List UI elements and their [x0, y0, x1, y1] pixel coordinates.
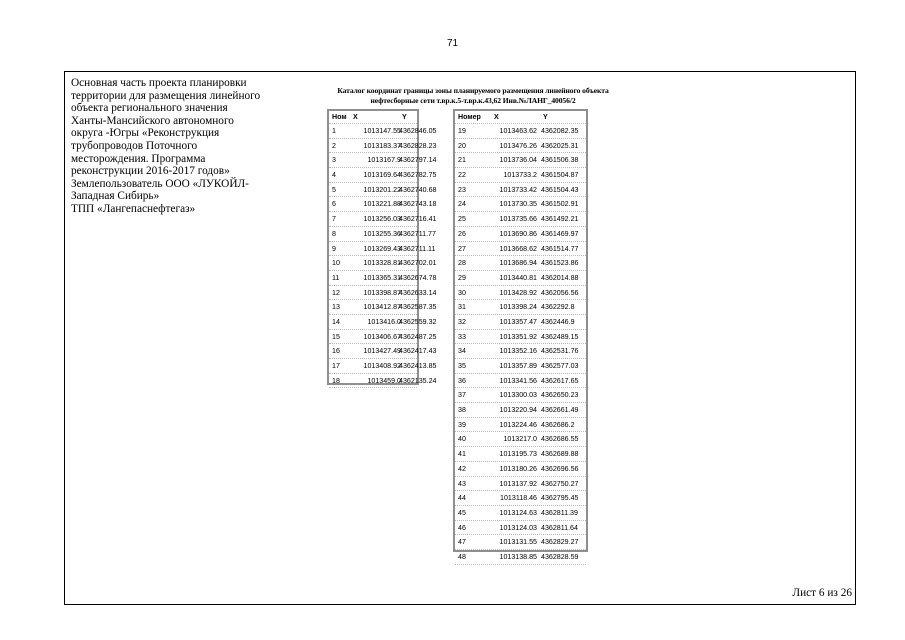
catalog-title-line: нефтесборные сети т.вр.к.5-т.вр.к.43,62 Инв.№ЛАНГ_40056/2 — [370, 95, 576, 105]
table-row — [455, 462, 586, 477]
coord-y: 4362782.75 — [399, 171, 437, 180]
point-number: 10 — [332, 259, 340, 268]
table-row — [455, 491, 586, 506]
coord-x: 1013440.81 — [499, 273, 537, 282]
point-number: 6 — [332, 200, 336, 209]
point-number: 1 — [332, 127, 336, 135]
point-number: 26 — [458, 229, 466, 238]
coord-x: 1013147.55 — [363, 127, 401, 135]
table-row — [455, 403, 586, 418]
point-number: 13 — [332, 303, 340, 312]
coord-x: 1013412.87 — [363, 303, 401, 312]
table-row — [455, 535, 586, 550]
point-number: 15 — [332, 332, 340, 341]
project-description-line: Западная Сибирь» — [71, 190, 160, 203]
coord-x: 1013357.89 — [499, 362, 537, 370]
column-header: X — [494, 113, 499, 121]
coord-y: 4362559.32 — [399, 317, 437, 326]
point-number: 9 — [332, 244, 336, 253]
coord-x: 1013733.42 — [499, 185, 537, 194]
coord-y: 4362587.35 — [399, 303, 437, 312]
point-number: 3 — [332, 156, 336, 165]
coord-y: 4361514.77 — [541, 244, 579, 253]
point-number: 31 — [458, 303, 466, 312]
coord-y: 4362696.56 — [541, 464, 579, 473]
coord-y: 4362617.65 — [541, 376, 579, 385]
coord-x: 1013137.92 — [499, 479, 537, 488]
table-row — [329, 359, 437, 374]
point-number: 28 — [458, 259, 466, 268]
column-header: Y — [543, 113, 548, 121]
table-row — [455, 359, 586, 374]
table-row — [329, 183, 437, 198]
point-number: 44 — [458, 494, 466, 503]
coord-x: 1013351.92 — [499, 332, 537, 341]
point-number: 20 — [458, 141, 466, 150]
project-description — [71, 77, 289, 216]
point-number: 24 — [458, 200, 466, 209]
coord-y: 4362743.18 — [399, 200, 437, 209]
coord-y: 4362750.27 — [541, 479, 579, 488]
table-row — [329, 227, 436, 242]
coord-y: 4362828.59 — [541, 552, 579, 561]
table-row — [455, 153, 586, 168]
coord-x: 1013352.16 — [499, 347, 537, 356]
point-number: 35 — [458, 362, 466, 370]
table-row — [329, 212, 437, 227]
coord-y: 4362811.39 — [541, 508, 578, 517]
coord-x: 1013180.26 — [499, 464, 537, 473]
coord-y: 4362135.24 — [399, 376, 437, 385]
coord-x: 1013686.94 — [499, 259, 537, 268]
table-row — [455, 477, 586, 492]
catalog-title-line: Каталог координат границы зоны планируемого размещения линейного объекта — [337, 86, 609, 95]
coord-y: 4362716.41 — [399, 215, 437, 224]
coord-y: 4362828.23 — [399, 141, 437, 150]
project-description-line: территории для размещения линейного — [71, 89, 261, 102]
point-number: 29 — [458, 273, 466, 282]
table-row — [455, 168, 586, 183]
document-frame — [64, 71, 856, 605]
coord-x: 1013408.92 — [363, 362, 401, 370]
coord-y: 4362689.88 — [541, 450, 579, 459]
table-row — [455, 330, 586, 345]
point-number: 2 — [332, 141, 336, 150]
coord-x: 1013255.36 — [363, 229, 401, 238]
table-row — [455, 521, 586, 536]
project-description-line: Ханты-Мансийского автономного — [71, 114, 234, 127]
coord-y: 4362795.45 — [541, 494, 579, 503]
table-row — [455, 139, 586, 154]
coord-x: 1013167.9 — [367, 156, 401, 165]
coord-x: 1013195.73 — [499, 450, 537, 459]
table-row — [455, 374, 586, 389]
coord-x: 1013300.03 — [499, 391, 537, 400]
coord-x: 1013735.66 — [499, 215, 537, 224]
coord-x: 1013341.56 — [499, 376, 537, 385]
table-row — [329, 256, 437, 271]
table-header-row — [329, 111, 417, 124]
sheet-label: Лист 6 из 26 — [792, 587, 852, 599]
table-row — [455, 418, 586, 433]
table-row — [329, 242, 436, 257]
table-row — [455, 212, 586, 227]
project-description-line: реконструкции 2016-2017 годов» — [71, 165, 230, 178]
coord-y: 4361502.91 — [541, 200, 579, 209]
table-row — [329, 374, 437, 389]
point-number: 41 — [458, 450, 466, 459]
column-header: Номер — [458, 113, 481, 121]
table-row — [329, 315, 437, 330]
point-number: 37 — [458, 391, 466, 400]
point-number: 14 — [332, 317, 340, 326]
coord-x: 1013406.67 — [363, 332, 401, 341]
table-row — [329, 124, 437, 139]
coord-x: 1013138.85 — [499, 552, 537, 561]
table-row — [329, 139, 437, 154]
coord-y: 4362487.25 — [399, 332, 437, 341]
column-header: Ном — [332, 113, 347, 121]
point-number: 23 — [458, 185, 466, 194]
table-row — [329, 286, 437, 301]
point-number: 45 — [458, 508, 466, 517]
point-number: 12 — [332, 288, 340, 297]
table-row — [329, 300, 437, 315]
coord-x: 1013690.86 — [499, 229, 537, 238]
coord-y: 4362577.03 — [541, 362, 579, 370]
coord-y: 4361504.43 — [541, 185, 579, 194]
coord-x: 1013124.63 — [499, 508, 537, 517]
coord-x: 1013169.64 — [363, 171, 401, 180]
table-row — [329, 344, 437, 359]
coord-x: 1013428.92 — [499, 288, 537, 297]
coord-y: 4361506.38 — [541, 156, 579, 165]
point-number: 8 — [332, 229, 336, 238]
point-number: 18 — [332, 376, 340, 385]
coord-y: 4362702.01 — [399, 259, 437, 268]
table-row — [455, 315, 586, 330]
coord-y: 4362025.31 — [541, 141, 579, 150]
coord-x: 1013398.87 — [363, 288, 401, 297]
coord-x: 1013183.37 — [363, 141, 401, 150]
table-row — [455, 300, 586, 315]
table-row — [329, 271, 437, 286]
coord-x: 1013256.03 — [363, 215, 401, 224]
point-number: 42 — [458, 464, 466, 473]
coord-x: 1013328.81 — [363, 259, 401, 268]
coord-x: 1013736.04 — [499, 156, 537, 165]
table-row — [329, 153, 437, 168]
point-number: 5 — [332, 185, 336, 194]
coord-x: 1013730.35 — [499, 200, 537, 209]
point-number: 17 — [332, 362, 340, 370]
table-row — [455, 271, 586, 286]
table-row — [455, 344, 586, 359]
coord-x: 1013220.94 — [499, 406, 537, 415]
coord-x: 1013269.43 — [363, 244, 401, 253]
coord-x: 1013221.88 — [363, 200, 401, 209]
project-description-line: Основная часть проекта планировки — [71, 77, 247, 89]
project-description-line: объекта регионального значения — [71, 102, 228, 115]
table-row — [455, 432, 586, 447]
coord-x: 1013733.2 — [503, 171, 537, 180]
project-description-line: Землепользователь ООО «ЛУКОЙЛ- — [71, 177, 249, 190]
table-row — [455, 388, 586, 403]
table-row — [455, 242, 586, 257]
point-number: 7 — [332, 215, 336, 224]
coord-y: 4361469.97 — [541, 229, 579, 238]
point-number: 16 — [332, 347, 340, 356]
page-number: 71 — [446, 38, 459, 49]
coord-x: 1013357.47 — [499, 317, 537, 326]
coord-y: 4362446.9 — [541, 317, 575, 326]
project-description-line: округа -Югры «Реконструкция — [71, 127, 220, 140]
coord-y: 4362056.56 — [541, 288, 579, 297]
column-header: X — [353, 113, 358, 121]
coord-y: 4362413.85 — [399, 362, 437, 370]
table-row — [455, 286, 586, 301]
coord-x: 1013668.62 — [499, 244, 537, 253]
point-number: 32 — [458, 317, 466, 326]
coord-y: 4361523.86 — [541, 259, 579, 268]
coord-y: 4362846.05 — [399, 127, 437, 135]
point-number: 46 — [458, 523, 466, 532]
point-number: 43 — [458, 479, 466, 488]
table-row — [329, 330, 437, 345]
table-header-row — [455, 111, 586, 124]
coord-x: 1013427.49 — [363, 347, 401, 356]
point-number: 4 — [332, 171, 336, 180]
coordinates-table-2 — [453, 109, 588, 561]
coord-y: 4362674.78 — [399, 273, 437, 282]
project-description-line: месторождения. Программа — [71, 152, 206, 165]
coord-x: 1013463.62 — [499, 127, 537, 135]
coord-y: 4361492.21 — [541, 215, 579, 224]
point-number: 38 — [458, 406, 466, 415]
coord-y: 4362650.23 — [541, 391, 579, 400]
coord-x: 1013416.0 — [367, 317, 401, 326]
point-number: 47 — [458, 538, 466, 547]
coord-y: 4362711.77 — [399, 229, 436, 238]
coord-y: 4362082.35 — [541, 127, 579, 135]
coord-y: 4362531.76 — [541, 347, 579, 356]
table-row — [455, 447, 586, 462]
project-description-line: ТПП «Лангепаснефтегаз» — [71, 202, 196, 215]
coord-x: 1013124.03 — [499, 523, 537, 532]
project-description-line: трубопроводов Поточного — [71, 139, 198, 152]
coord-x: 1013459.0 — [367, 376, 401, 385]
table-row — [455, 227, 586, 242]
point-number: 39 — [458, 420, 466, 429]
coord-y: 4362686.55 — [541, 435, 579, 444]
table-row — [455, 197, 586, 212]
coord-x: 1013131.55 — [499, 538, 537, 547]
table-row — [455, 256, 586, 271]
coord-x: 1013365.31 — [363, 273, 401, 282]
table-row — [455, 183, 586, 198]
coord-x: 1013476.26 — [499, 141, 537, 150]
coord-y: 4362711.11 — [399, 244, 436, 253]
coord-y: 4362661.49 — [541, 406, 579, 415]
coord-x: 1013217.0 — [503, 435, 537, 444]
coord-y: 4362829.27 — [541, 538, 579, 547]
point-number: 21 — [458, 156, 466, 165]
point-number: 48 — [458, 552, 466, 561]
point-number: 11 — [332, 273, 340, 282]
coordinates-table-1 — [327, 109, 437, 385]
catalog-title — [308, 86, 638, 105]
coord-y: 4362014.88 — [541, 273, 579, 282]
coord-y: 4362740.68 — [399, 185, 437, 194]
point-number: 30 — [458, 288, 466, 297]
point-number: 34 — [458, 347, 466, 356]
point-number: 33 — [458, 332, 466, 341]
coord-x: 1013224.46 — [499, 420, 537, 429]
table-row — [329, 197, 437, 212]
point-number: 40 — [458, 435, 466, 444]
coord-y: 4362633.14 — [399, 288, 437, 297]
table-row — [329, 168, 437, 183]
coord-x: 1013398.24 — [499, 303, 537, 312]
table-row — [455, 550, 586, 565]
point-number: 19 — [458, 127, 466, 135]
coord-y: 4362489.15 — [541, 332, 579, 341]
coord-y: 4362686.2 — [541, 420, 575, 429]
coord-y: 4362797.14 — [399, 156, 437, 165]
point-number: 25 — [458, 215, 466, 224]
table-row — [455, 124, 586, 139]
point-number: 22 — [458, 171, 466, 180]
coord-x: 1013201.22 — [363, 185, 401, 194]
point-number: 36 — [458, 376, 466, 385]
coord-y: 4362417.43 — [399, 347, 437, 356]
column-header: Y — [402, 113, 407, 121]
point-number: 27 — [458, 244, 466, 253]
coord-y: 4362811.64 — [541, 523, 578, 532]
table-row — [455, 506, 586, 521]
coord-y: 4362292.8 — [541, 303, 575, 312]
coord-y: 4361504.87 — [541, 171, 579, 180]
coord-x: 1013118.46 — [500, 494, 537, 503]
